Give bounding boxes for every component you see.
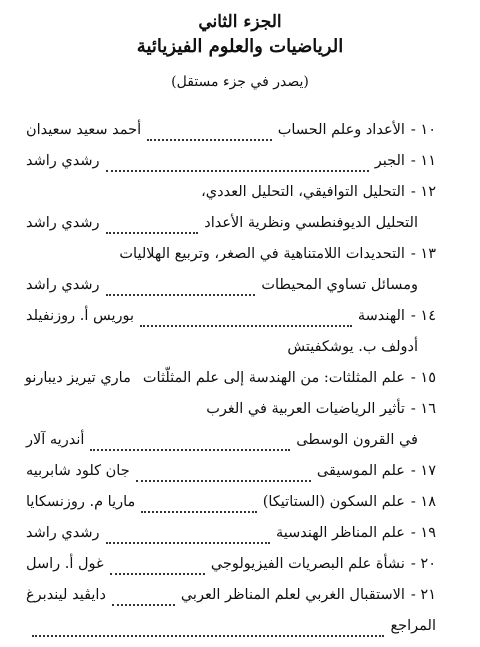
toc-entry-continuation xyxy=(26,430,436,461)
toc-entry xyxy=(26,523,436,554)
leader-dots xyxy=(136,480,311,482)
entry-author: أدولف ب. يوشكفيتش xyxy=(287,339,418,355)
entry-topic: الجبر xyxy=(374,153,405,169)
part-heading: الجزء الثاني xyxy=(198,12,282,32)
entry-number: ١١ - xyxy=(410,153,436,169)
entry-topic: التحديدات اللامتناهية في الصغر، وتربيع الهلاليات xyxy=(119,246,405,262)
entry-author: بوريس أ. روزنفيلد xyxy=(26,308,135,324)
entry-author: دايڤيد ليندبرغ xyxy=(26,587,106,603)
leader-dots xyxy=(90,449,290,451)
entry-author: رشدي راشد xyxy=(26,525,100,541)
entry-number: ١٦ - xyxy=(410,401,436,417)
entry-topic: علم المثلثات: من الهندسة إلى علم المثلّثات xyxy=(142,370,405,386)
entry-topic: علم السكون (الستاتيكا) xyxy=(262,494,405,510)
entry-author: أحمد سعيد سعيدان xyxy=(26,122,142,138)
part-title: الرياضيات والعلوم الفيزيائية xyxy=(136,36,344,57)
entry-number: ١٥ - xyxy=(410,370,436,386)
toc-entry-continuation xyxy=(26,213,436,244)
entry-number: ١٤ - xyxy=(410,308,436,324)
entry-topic: علم الموسيقى xyxy=(316,463,405,479)
entry-topic: التحليل التوافيقي، التحليل العددي، xyxy=(201,184,405,200)
toc-entry xyxy=(26,244,436,275)
entry-topic: تأثير الرياضيات العربية في الغرب xyxy=(206,401,405,417)
toc-entry xyxy=(26,182,436,213)
toc-entry xyxy=(26,492,436,523)
toc-entry xyxy=(26,120,436,151)
leader-dots xyxy=(147,139,272,141)
entry-author: جان كلود شابربيه xyxy=(26,463,130,479)
entry-topic: الاستقبال الغربي لعلم المناظر العربي xyxy=(180,587,405,603)
leader-dots xyxy=(106,542,270,544)
entry-author: رشدي راشد xyxy=(26,153,100,169)
toc-entry xyxy=(26,461,436,492)
entry-author: رشدي راشد xyxy=(26,215,100,231)
entry-topic: في القرون الوسطى xyxy=(296,432,418,448)
entry-number: ٢١ - xyxy=(410,587,436,603)
entry-topic: الأعداد وعلم الحساب xyxy=(277,122,405,138)
entry-author: ماريا م. روزنسكايا xyxy=(26,494,136,510)
leader-dots xyxy=(140,325,352,327)
entry-author: ماري تيريز ديبارنو xyxy=(24,370,131,386)
leader-dots xyxy=(106,294,256,296)
entry-number: ١٩ - xyxy=(410,525,436,541)
entry-number: ١٢ - xyxy=(410,184,436,200)
leader-dots xyxy=(106,232,199,234)
toc-entry xyxy=(26,554,436,585)
toc-entry-references xyxy=(26,616,436,647)
entry-topic: ومسائل تساوي المحيطات xyxy=(261,277,418,293)
entry-number: ١٧ - xyxy=(410,463,436,479)
leader-dots xyxy=(110,573,205,575)
toc-entry-continuation xyxy=(26,275,436,306)
publication-note: (يصدر في جزء مستقل) xyxy=(171,74,309,90)
toc-entry xyxy=(26,399,436,430)
toc-entry xyxy=(26,585,436,616)
entry-topic: التحليل الديوفنطسي ونظرية الأعداد xyxy=(204,215,418,231)
toc-entry xyxy=(26,368,436,399)
table-of-contents xyxy=(26,120,436,647)
entry-topic: نشأة علم البصريات الفيزيولوجي xyxy=(210,556,405,572)
entry-author: رشدي راشد xyxy=(26,277,100,293)
toc-entry xyxy=(26,306,436,337)
entry-number: ١٠ - xyxy=(410,122,436,138)
entry-author: غول أ. راسل xyxy=(26,556,104,572)
leader-dots xyxy=(32,635,384,637)
toc-entry-coauthor xyxy=(26,337,436,368)
leader-dots xyxy=(106,170,369,172)
entry-topic: المراجع xyxy=(390,618,436,634)
entry-topic: الهندسة xyxy=(357,308,405,324)
entry-number: ١٨ - xyxy=(410,494,436,510)
entry-number: ٢٠ - xyxy=(410,556,436,572)
page-header xyxy=(0,10,480,92)
toc-entry xyxy=(26,151,436,182)
entry-author: أندريه آلار xyxy=(26,432,85,448)
entry-topic: علم المناظر الهندسية xyxy=(276,525,405,541)
leader-dots xyxy=(112,604,175,606)
entry-number: ١٣ - xyxy=(410,246,436,262)
leader-dots xyxy=(141,511,256,513)
